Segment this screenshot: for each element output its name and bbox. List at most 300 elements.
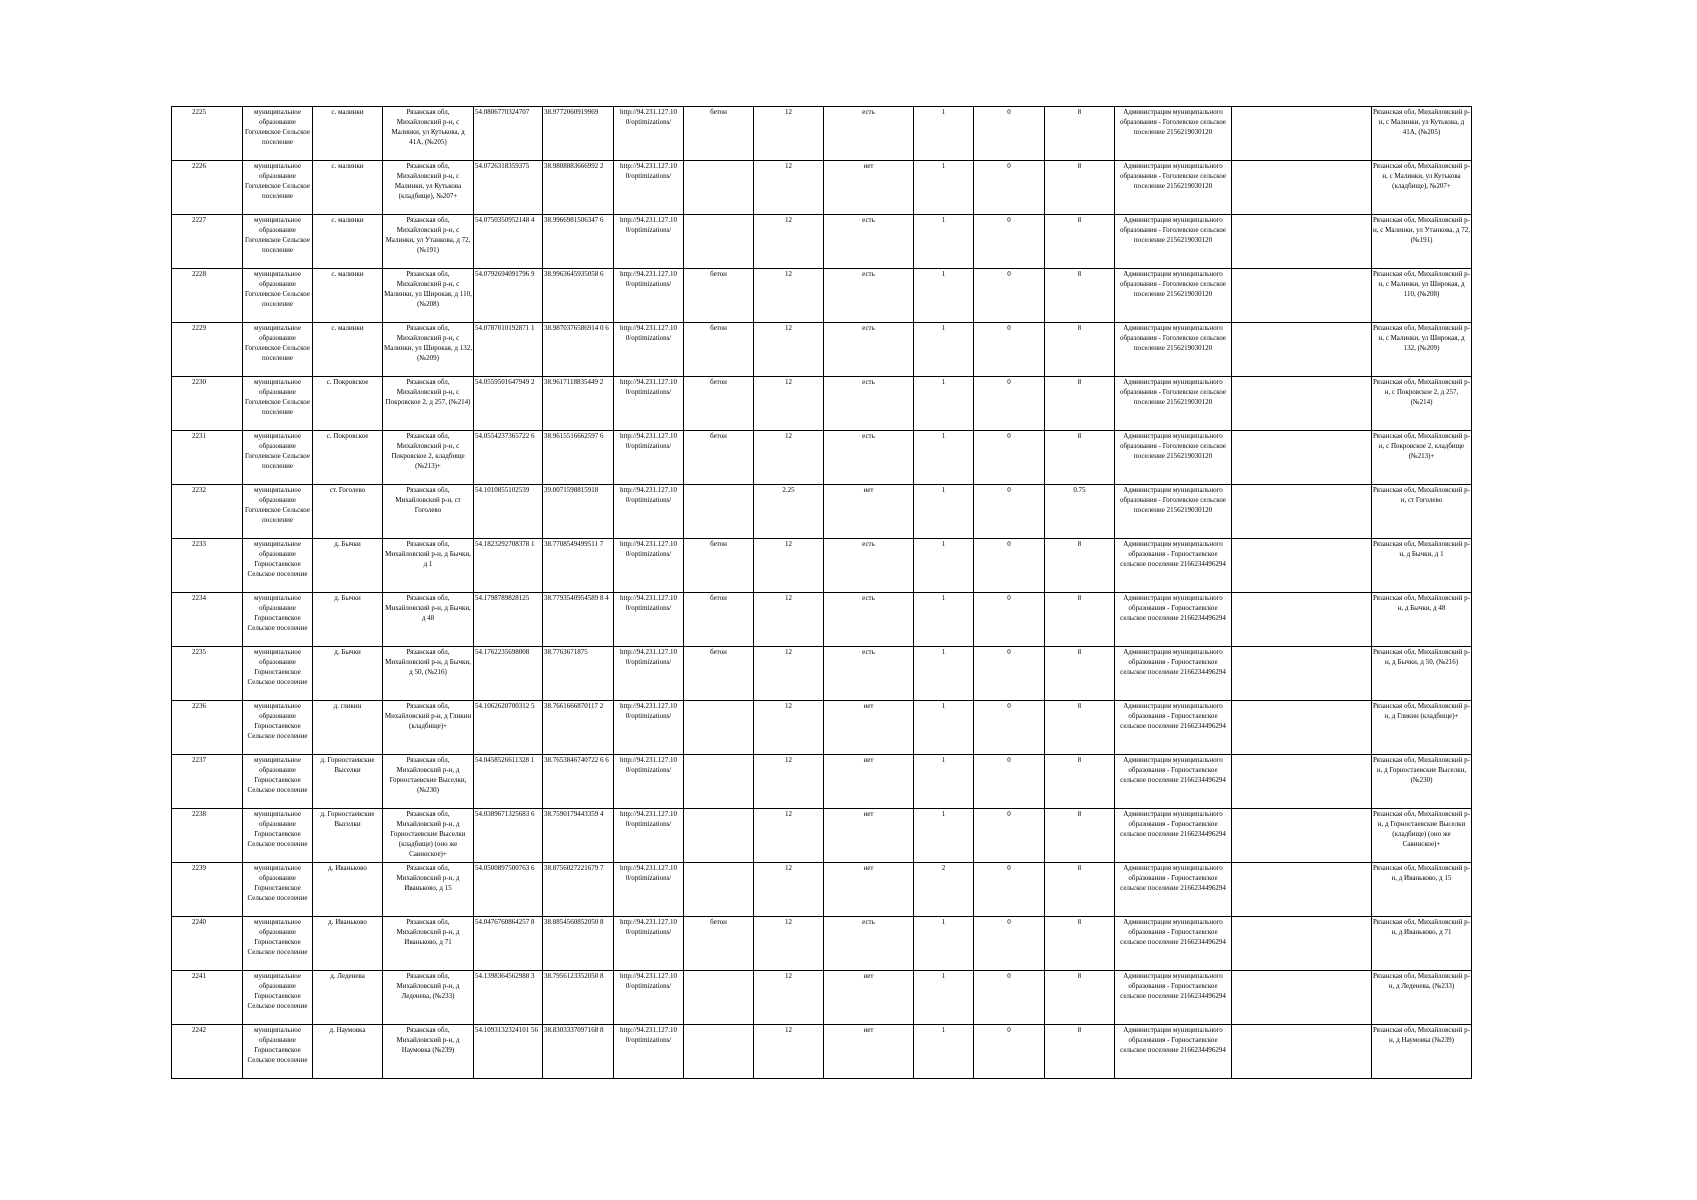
row-id: 2242 (172, 1025, 243, 1079)
surface-cell: бетон (684, 593, 754, 647)
url-cell: http://94.231.127.10 0/optimizations/ (614, 701, 684, 755)
area-cell: 12 (754, 107, 824, 161)
url-cell: http://94.231.127.10 0/optimizations/ (614, 539, 684, 593)
count1-cell: 1 (914, 755, 974, 809)
address-cell: Рязанская обл, Михайловский р-н, д Бычки, д 48 (383, 593, 474, 647)
latitude-cell: 54.1010855102539 (474, 485, 543, 539)
municipality-cell: муниципальное образование Гоголевское Сельское поселение (243, 485, 313, 539)
fence-cell: есть (824, 269, 914, 323)
surface-cell: бетон (684, 539, 754, 593)
row-id: 2232 (172, 485, 243, 539)
location-cell: Рязанская обл, Михайловский р-н, с Малинки, ул Утанкова, д 72, (№191) (1372, 215, 1472, 269)
municipality-cell: муниципальное образование Горностаевское Сельское поселение (243, 863, 313, 917)
address-cell: Рязанская обл, Михайловский р-н, д Иваньково, д 71 (383, 917, 474, 971)
latitude-cell: 54.0787010192871 1 (474, 323, 543, 377)
surface-cell (684, 215, 754, 269)
count1-cell: 1 (914, 269, 974, 323)
location-cell: Рязанская обл, Михайловский р-н, д Бычки, д 48 (1372, 593, 1472, 647)
surface-cell: бетон (684, 323, 754, 377)
fence-cell: нет (824, 971, 914, 1025)
longitude-cell: 38.7763671875 (543, 647, 614, 701)
address-cell: Рязанская обл, Михайловский р-н, д Бычки, д 50, (№216) (383, 647, 474, 701)
url-cell: http://94.231.127.10 0/optimizations/ (614, 431, 684, 485)
table-row (172, 701, 1472, 755)
count3-cell: 8 (1045, 809, 1115, 863)
surface-cell: бетон (684, 647, 754, 701)
fence-cell: нет (824, 755, 914, 809)
count3-cell: 8 (1045, 647, 1115, 701)
count3-cell: 8 (1045, 701, 1115, 755)
surface-cell (684, 1025, 754, 1079)
owner-cell: Администрация муниципального образования - Горностаевское сельское поселение 2166234496294 (1115, 593, 1232, 647)
location-cell: Рязанская обл, Михайловский р-н, с Малинки, ул Кутькова, д 41А, (№205) (1372, 107, 1472, 161)
count1-cell: 1 (914, 215, 974, 269)
municipality-cell: муниципальное образование Гоголевское Сельское поселение (243, 107, 313, 161)
fence-cell: есть (824, 377, 914, 431)
table-row (172, 539, 1472, 593)
url-cell: http://94.231.127.10 0/optimizations/ (614, 809, 684, 863)
area-cell: 12 (754, 593, 824, 647)
locality-cell: с. Покровское (313, 431, 383, 485)
location-cell: Рязанская обл, Михайловский р-н, д Гликин (кладбище)+ (1372, 701, 1472, 755)
empty-cell (1232, 1025, 1372, 1079)
latitude-cell: 54.1093132324101 56 (474, 1025, 543, 1079)
longitude-cell: 38.7956123352050 8 (543, 971, 614, 1025)
count2-cell: 0 (974, 431, 1045, 485)
count3-cell: 8 (1045, 593, 1115, 647)
count3-cell: 8 (1045, 431, 1115, 485)
locality-cell: ст. Гоголево (313, 485, 383, 539)
address-cell: Рязанская обл, Михайловский р-н, с Малинки, ул Широкая, д 132, (№209) (383, 323, 474, 377)
count2-cell: 0 (974, 593, 1045, 647)
area-cell: 12 (754, 863, 824, 917)
owner-cell: Администрация муниципального образования - Гоголевское сельское поселение 2156219030120 (1115, 485, 1232, 539)
row-id: 2227 (172, 215, 243, 269)
empty-cell (1232, 269, 1372, 323)
location-cell: Рязанская обл, Михайловский р-н, д Иваньково, д 15 (1372, 863, 1472, 917)
count1-cell: 1 (914, 593, 974, 647)
count1-cell: 1 (914, 701, 974, 755)
latitude-cell: 54.0792694091796 9 (474, 269, 543, 323)
fence-cell: нет (824, 863, 914, 917)
row-id: 2233 (172, 539, 243, 593)
locality-cell: д. Горностаевские Выселки (313, 755, 383, 809)
table-row (172, 107, 1472, 161)
url-cell: http://94.231.127.10 0/optimizations/ (614, 863, 684, 917)
count3-cell: 8 (1045, 269, 1115, 323)
longitude-cell: 38.9963645935058 6 (543, 269, 614, 323)
location-cell: Рязанская обл, Михайловский р-н, ст Гоголево (1372, 485, 1472, 539)
count1-cell: 1 (914, 917, 974, 971)
count1-cell: 1 (914, 971, 974, 1025)
latitude-cell: 54.0726318359375 (474, 161, 543, 215)
fence-cell: нет (824, 809, 914, 863)
url-cell: http://94.231.127.10 0/optimizations/ (614, 647, 684, 701)
area-cell: 12 (754, 323, 824, 377)
longitude-cell: 38.9808883666992 2 (543, 161, 614, 215)
longitude-cell: 38.9772060919969 (543, 107, 614, 161)
table-row (172, 161, 1472, 215)
address-cell: Рязанская обл, Михайловский р-н, с Малинки, ул Широкая, д 110, (№208) (383, 269, 474, 323)
location-cell: Рязанская обл, Михайловский р-н, д Иваньково, д 71 (1372, 917, 1472, 971)
surface-cell: бетон (684, 431, 754, 485)
locality-cell: д. Иваньково (313, 917, 383, 971)
area-cell: 12 (754, 161, 824, 215)
row-id: 2234 (172, 593, 243, 647)
count2-cell: 0 (974, 917, 1045, 971)
count1-cell: 1 (914, 377, 974, 431)
location-cell: Рязанская обл, Михайловский р-н, д Бычки, д 1 (1372, 539, 1472, 593)
empty-cell (1232, 809, 1372, 863)
table-body (172, 107, 1472, 1079)
latitude-cell: 54.0750350952148 4 (474, 215, 543, 269)
count3-cell: 8 (1045, 377, 1115, 431)
row-id: 2235 (172, 647, 243, 701)
latitude-cell: 54.0554237365722 6 (474, 431, 543, 485)
count1-cell: 1 (914, 647, 974, 701)
municipality-cell: муниципальное образование Горностаевское Сельское поселение (243, 539, 313, 593)
table-row (172, 593, 1472, 647)
latitude-cell: 54.1823292708378 1 (474, 539, 543, 593)
owner-cell: Администрация муниципального образования - Горностаевское сельское поселение 2166234496294 (1115, 701, 1232, 755)
count3-cell: 8 (1045, 755, 1115, 809)
row-id: 2238 (172, 809, 243, 863)
municipality-cell: муниципальное образование Горностаевское Сельское поселение (243, 809, 313, 863)
fence-cell: нет (824, 485, 914, 539)
fence-cell: есть (824, 593, 914, 647)
fence-cell: есть (824, 323, 914, 377)
fence-cell: есть (824, 917, 914, 971)
url-cell: http://94.231.127.10 0/optimizations/ (614, 269, 684, 323)
url-cell: http://94.231.127.10 0/optimizations/ (614, 593, 684, 647)
municipality-cell: муниципальное образование Гоголевское Сельское поселение (243, 431, 313, 485)
municipality-cell: муниципальное образование Гоголевское Сельское поселение (243, 161, 313, 215)
url-cell: http://94.231.127.10 0/optimizations/ (614, 755, 684, 809)
count2-cell: 0 (974, 539, 1045, 593)
empty-cell (1232, 917, 1372, 971)
location-cell: Рязанская обл, Михайловский р-н, с Малинки, ул Широкая, д 132, (№209) (1372, 323, 1472, 377)
count2-cell: 0 (974, 323, 1045, 377)
locality-cell: д. Бычки (313, 539, 383, 593)
longitude-cell: 38.9870376586914 0 6 (543, 323, 614, 377)
municipality-cell: муниципальное образование Горностаевское Сельское поселение (243, 701, 313, 755)
count3-cell: 8 (1045, 863, 1115, 917)
count3-cell: 8 (1045, 971, 1115, 1025)
owner-cell: Администрация муниципального образования - Гоголевское сельское поселение 2156219030120 (1115, 269, 1232, 323)
latitude-cell: 54.0458526611328 1 (474, 755, 543, 809)
table-row (172, 431, 1472, 485)
row-id: 2225 (172, 107, 243, 161)
table-row (172, 647, 1472, 701)
location-cell: Рязанская обл, Михайловский р-н, д Наумовка (№239) (1372, 1025, 1472, 1079)
latitude-cell: 54.0806770324707 (474, 107, 543, 161)
locality-cell: д. Бычки (313, 647, 383, 701)
location-cell: Рязанская обл, Михайловский р-н, д Леденева, (№233) (1372, 971, 1472, 1025)
area-cell: 12 (754, 269, 824, 323)
location-cell: Рязанская обл, Михайловский р-н, с Малинки, ул Кутькова (кладбище), №207+ (1372, 161, 1472, 215)
location-cell: Рязанская обл, Михайловский р-н, с Покровское 2, д 257, (№214) (1372, 377, 1472, 431)
url-cell: http://94.231.127.10 0/optimizations/ (614, 161, 684, 215)
row-id: 2241 (172, 971, 243, 1025)
count2-cell: 0 (974, 107, 1045, 161)
table-row (172, 917, 1472, 971)
data-table (171, 106, 1472, 1079)
count2-cell: 0 (974, 809, 1045, 863)
area-cell: 12 (754, 647, 824, 701)
locality-cell: д. гликин (313, 701, 383, 755)
longitude-cell: 38.7590179443359 4 (543, 809, 614, 863)
longitude-cell: 38.9617118835449 2 (543, 377, 614, 431)
surface-cell: бетон (684, 269, 754, 323)
longitude-cell: 38.9615516662597 6 (543, 431, 614, 485)
empty-cell (1232, 593, 1372, 647)
url-cell: http://94.231.127.10 0/optimizations/ (614, 485, 684, 539)
longitude-cell: 38.7793540954589 8 4 (543, 593, 614, 647)
owner-cell: Администрация муниципального образования - Горностаевское сельское поселение 2166234496294 (1115, 539, 1232, 593)
count1-cell: 1 (914, 323, 974, 377)
area-cell: 12 (754, 431, 824, 485)
count3-cell: 8 (1045, 215, 1115, 269)
location-cell: Рязанская обл, Михайловский р-н, д Горностаевские Выселки (кладбище) (оно же Савинское)+ (1372, 809, 1472, 863)
empty-cell (1232, 377, 1372, 431)
latitude-cell: 54.1062620700312 5 (474, 701, 543, 755)
url-cell: http://94.231.127.10 0/optimizations/ (614, 215, 684, 269)
count2-cell: 0 (974, 485, 1045, 539)
surface-cell (684, 161, 754, 215)
count2-cell: 0 (974, 161, 1045, 215)
location-cell: Рязанская обл, Михайловский р-н, с Покровское 2, кладбище (№213)+ (1372, 431, 1472, 485)
count3-cell: 8 (1045, 539, 1115, 593)
count3-cell: 8 (1045, 1025, 1115, 1079)
table-row (172, 377, 1472, 431)
count1-cell: 1 (914, 431, 974, 485)
longitude-cell: 38.8303337097168 8 (543, 1025, 614, 1079)
table-row (172, 809, 1472, 863)
empty-cell (1232, 755, 1372, 809)
area-cell: 12 (754, 755, 824, 809)
empty-cell (1232, 647, 1372, 701)
longitude-cell: 38.7661666870117 2 (543, 701, 614, 755)
latitude-cell: 54.0500897500763 6 (474, 863, 543, 917)
surface-cell (684, 863, 754, 917)
count1-cell: 1 (914, 539, 974, 593)
empty-cell (1232, 107, 1372, 161)
fence-cell: есть (824, 431, 914, 485)
fence-cell: есть (824, 215, 914, 269)
area-cell: 12 (754, 1025, 824, 1079)
count2-cell: 0 (974, 647, 1045, 701)
latitude-cell: 54.1762235698008 (474, 647, 543, 701)
count1-cell: 1 (914, 485, 974, 539)
row-id: 2240 (172, 917, 243, 971)
owner-cell: Администрация муниципального образования - Гоголевское сельское поселение 2156219030120 (1115, 215, 1232, 269)
count3-cell: 8 (1045, 107, 1115, 161)
url-cell: http://94.231.127.10 0/optimizations/ (614, 377, 684, 431)
latitude-cell: 54.0476760864257 8 (474, 917, 543, 971)
address-cell: Рязанская обл, Михайловский р-н, ст Гоголево (383, 485, 474, 539)
location-cell: Рязанская обл, Михайловский р-н, д Бычки, д 50, (№216) (1372, 647, 1472, 701)
count2-cell: 0 (974, 377, 1045, 431)
address-cell: Рязанская обл, Михайловский р-н, д Гликин (кладбище)+ (383, 701, 474, 755)
area-cell: 12 (754, 971, 824, 1025)
locality-cell: д. Иваньково (313, 863, 383, 917)
empty-cell (1232, 161, 1372, 215)
locality-cell: д. Наумовка (313, 1025, 383, 1079)
owner-cell: Администрация муниципального образования - Горностаевское сельское поселение 2166234496294 (1115, 755, 1232, 809)
address-cell: Рязанская обл, Михайловский р-н, д Леденева, (№233) (383, 971, 474, 1025)
owner-cell: Администрация муниципального образования - Горностаевское сельское поселение 2166234496294 (1115, 1025, 1232, 1079)
count2-cell: 0 (974, 755, 1045, 809)
count2-cell: 0 (974, 1025, 1045, 1079)
address-cell: Рязанская обл, Михайловский р-н, д Горностаевские Выселки, (№230) (383, 755, 474, 809)
municipality-cell: муниципальное образование Горностаевское Сельское поселение (243, 593, 313, 647)
url-cell: http://94.231.127.10 0/optimizations/ (614, 917, 684, 971)
surface-cell (684, 485, 754, 539)
count2-cell: 0 (974, 269, 1045, 323)
fence-cell: есть (824, 539, 914, 593)
fence-cell: нет (824, 1025, 914, 1079)
count1-cell: 1 (914, 1025, 974, 1079)
url-cell: http://94.231.127.10 0/optimizations/ (614, 107, 684, 161)
count3-cell: 0.75 (1045, 485, 1115, 539)
count3-cell: 8 (1045, 323, 1115, 377)
municipality-cell: муниципальное образование Гоголевское Сельское поселение (243, 269, 313, 323)
address-cell: Рязанская обл, Михайловский р-н, с Малинки, ул Утанкова, д 72, (№191) (383, 215, 474, 269)
locality-cell: д. Леденева (313, 971, 383, 1025)
fence-cell: есть (824, 107, 914, 161)
locality-cell: с. малинки (313, 269, 383, 323)
latitude-cell: 54.1398364562988 3 (474, 971, 543, 1025)
count2-cell: 0 (974, 215, 1045, 269)
municipality-cell: муниципальное образование Гоголевское Сельское поселение (243, 323, 313, 377)
locality-cell: с. малинки (313, 161, 383, 215)
locality-cell: с. малинки (313, 323, 383, 377)
count1-cell: 2 (914, 863, 974, 917)
locality-cell: с. малинки (313, 107, 383, 161)
fence-cell: нет (824, 701, 914, 755)
count1-cell: 1 (914, 161, 974, 215)
longitude-cell: 38.7708549499511 7 (543, 539, 614, 593)
longitude-cell: 38.9966981506347 6 (543, 215, 614, 269)
url-cell: http://94.231.127.10 0/optimizations/ (614, 971, 684, 1025)
owner-cell: Администрация муниципального образования - Гоголевское сельское поселение 2156219030120 (1115, 323, 1232, 377)
empty-cell (1232, 431, 1372, 485)
area-cell: 12 (754, 215, 824, 269)
location-cell: Рязанская обл, Михайловский р-н, с Малинки, ул Широкая, д 110, (№208) (1372, 269, 1472, 323)
owner-cell: Администрация муниципального образования - Горностаевское сельское поселение 2166234496294 (1115, 971, 1232, 1025)
empty-cell (1232, 863, 1372, 917)
empty-cell (1232, 485, 1372, 539)
longitude-cell: 38.8756027221679 7 (543, 863, 614, 917)
table-row (172, 215, 1472, 269)
owner-cell: Администрация муниципального образования - Горностаевское сельское поселение 2166234496294 (1115, 647, 1232, 701)
area-cell: 12 (754, 701, 824, 755)
latitude-cell: 54.0559501647949 2 (474, 377, 543, 431)
empty-cell (1232, 323, 1372, 377)
surface-cell (684, 809, 754, 863)
count1-cell: 1 (914, 107, 974, 161)
longitude-cell: 38.8854560852050 8 (543, 917, 614, 971)
table-row (172, 1025, 1472, 1079)
municipality-cell: муниципальное образование Горностаевское Сельское поселение (243, 971, 313, 1025)
municipality-cell: муниципальное образование Горностаевское Сельское поселение (243, 647, 313, 701)
row-id: 2226 (172, 161, 243, 215)
table-row (172, 485, 1472, 539)
address-cell: Рязанская обл, Михайловский р-н, с Покровское 2, кладбище (№213)+ (383, 431, 474, 485)
locality-cell: с. Покровское (313, 377, 383, 431)
url-cell: http://94.231.127.10 0/optimizations/ (614, 1025, 684, 1079)
address-cell: Рязанская обл, Михайловский р-н, д Наумовка (№239) (383, 1025, 474, 1079)
longitude-cell: 38.7653846740722 6 6 (543, 755, 614, 809)
municipality-cell: муниципальное образование Горностаевское Сельское поселение (243, 917, 313, 971)
locality-cell: с. малинки (313, 215, 383, 269)
empty-cell (1232, 701, 1372, 755)
count3-cell: 8 (1045, 161, 1115, 215)
count2-cell: 0 (974, 863, 1045, 917)
table-row (172, 971, 1472, 1025)
owner-cell: Администрация муниципального образования - Гоголевское сельское поселение 2156219030120 (1115, 431, 1232, 485)
empty-cell (1232, 971, 1372, 1025)
surface-cell (684, 701, 754, 755)
owner-cell: Администрация муниципального образования - Горностаевское сельское поселение 2166234496294 (1115, 917, 1232, 971)
table-row (172, 755, 1472, 809)
url-cell: http://94.231.127.10 0/optimizations/ (614, 323, 684, 377)
owner-cell: Администрация муниципального образования - Горностаевское сельское поселение 2166234496294 (1115, 809, 1232, 863)
address-cell: Рязанская обл, Михайловский р-н, д Иваньково, д 15 (383, 863, 474, 917)
latitude-cell: 54.1798789828125 (474, 593, 543, 647)
count3-cell: 8 (1045, 917, 1115, 971)
empty-cell (1232, 215, 1372, 269)
row-id: 2236 (172, 701, 243, 755)
surface-cell (684, 971, 754, 1025)
locality-cell: д. Горностаевские Выселки (313, 809, 383, 863)
owner-cell: Администрация муниципального образования - Гоголевское сельское поселение 2156219030120 (1115, 107, 1232, 161)
area-cell: 12 (754, 809, 824, 863)
table-row (172, 269, 1472, 323)
area-cell: 12 (754, 917, 824, 971)
surface-cell: бетон (684, 917, 754, 971)
row-id: 2237 (172, 755, 243, 809)
address-cell: Рязанская обл, Михайловский р-н, д Бычки, д 1 (383, 539, 474, 593)
area-cell: 12 (754, 539, 824, 593)
row-id: 2229 (172, 323, 243, 377)
row-id: 2230 (172, 377, 243, 431)
owner-cell: Администрация муниципального образования - Горностаевское сельское поселение 2166234496294 (1115, 863, 1232, 917)
longitude-cell: 39.0071598815918 (543, 485, 614, 539)
table-row (172, 863, 1472, 917)
area-cell: 2.25 (754, 485, 824, 539)
location-cell: Рязанская обл, Михайловский р-н, д Горностаевские Выселки, (№230) (1372, 755, 1472, 809)
latitude-cell: 54.0389671325683 6 (474, 809, 543, 863)
municipality-cell: муниципальное образование Горностаевское Сельское поселение (243, 755, 313, 809)
owner-cell: Администрация муниципального образования - Гоголевское сельское поселение 2156219030120 (1115, 377, 1232, 431)
municipality-cell: муниципальное образование Гоголевское Сельское поселение (243, 215, 313, 269)
locality-cell: д. Бычки (313, 593, 383, 647)
row-id: 2239 (172, 863, 243, 917)
row-id: 2228 (172, 269, 243, 323)
count1-cell: 1 (914, 809, 974, 863)
fence-cell: нет (824, 161, 914, 215)
count2-cell: 0 (974, 971, 1045, 1025)
surface-cell: бетон (684, 377, 754, 431)
owner-cell: Администрация муниципального образования - Гоголевское сельское поселение 2156219030120 (1115, 161, 1232, 215)
table-row (172, 323, 1472, 377)
address-cell: Рязанская обл, Михайловский р-н, с Покровское 2, д 257, (№214) (383, 377, 474, 431)
address-cell: Рязанская обл, Михайловский р-н, с Малинки, ул Кутькова (кладбище), №207+ (383, 161, 474, 215)
surface-cell: бетон (684, 107, 754, 161)
municipality-cell: муниципальное образование Гоголевское Сельское поселение (243, 377, 313, 431)
fence-cell: есть (824, 647, 914, 701)
